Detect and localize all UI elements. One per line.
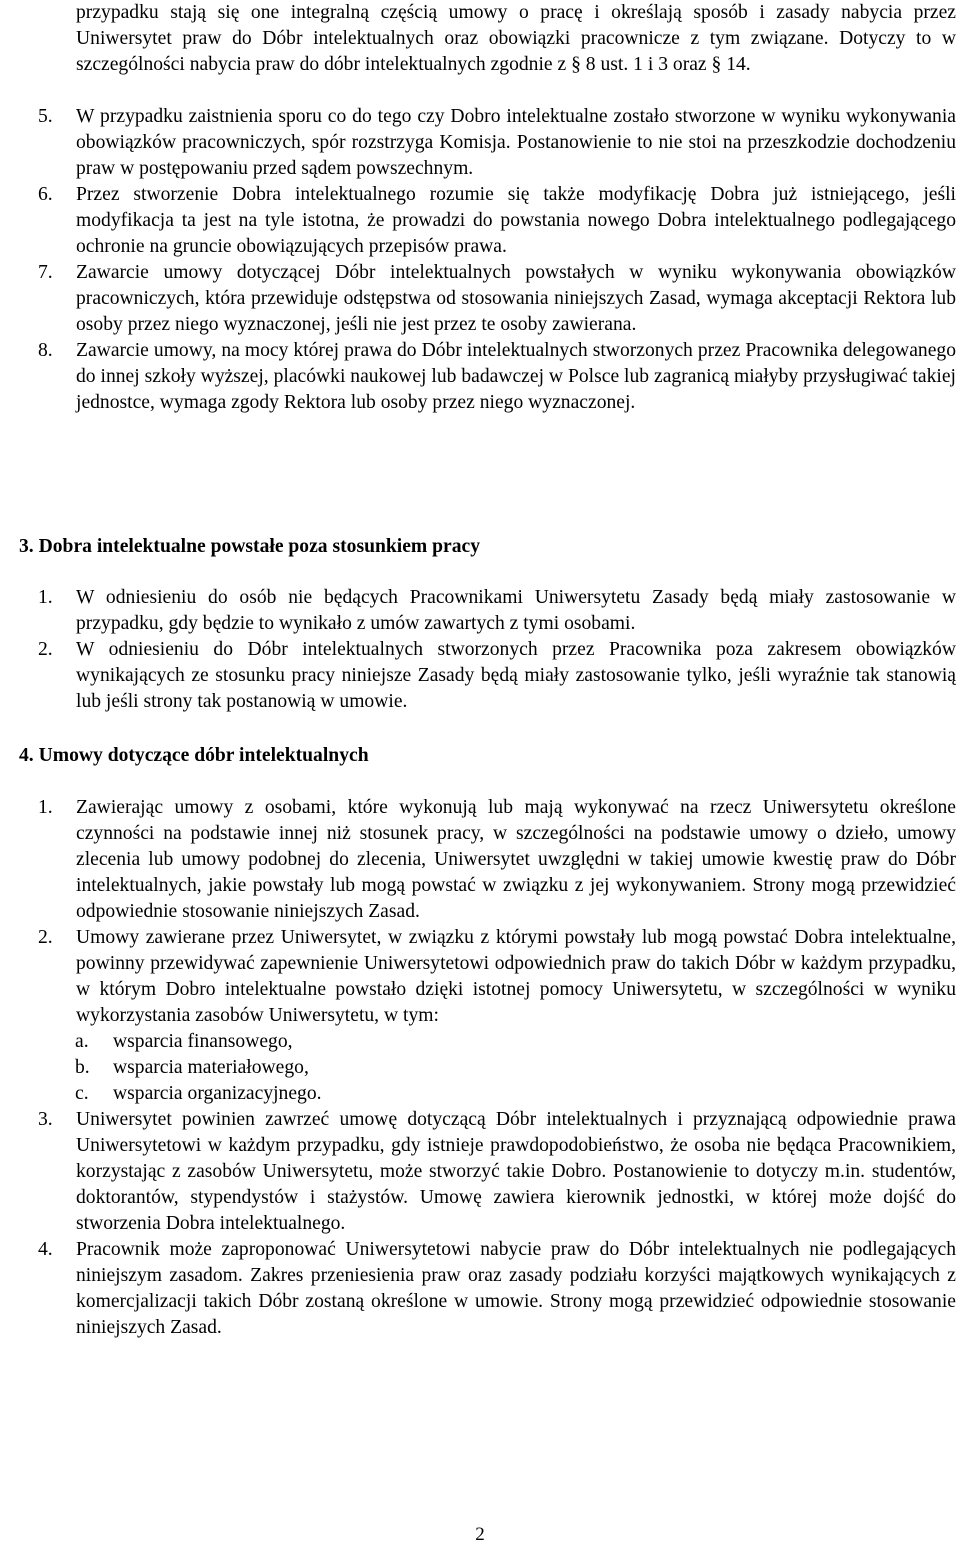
section-4-heading: 4. Umowy dotyczące dóbr intelektualnych bbox=[19, 745, 369, 766]
list-item: 3. Uniwersytet powinien zawrzeć umowę dotyczącą Dóbr intelektualnych i przyznającą odpowiednie prawa Uniwersytetowi w każdym przypadku, gdy istnieje prawdopodobieństwo, że osoba nie będąca Pracownikiem, korzystając z zasobów Uniwersytetu, może stworzyć takie Dobro. Postanowienie to dotyczy m.in. studentów, doktorantów, stypendystów i stażystów. Umowę zawiera kierownik jednostki, w której może dojść do stworzenia Dobra intelektualnego. bbox=[38, 1109, 956, 1234]
list-item: 7. Zawarcie umowy dotyczącej Dóbr intelektualnych powstałych w wyniku wykonywania obowiązków pracowniczych, która przewiduje odstępstwa od stosowania niniejszych Zasad, wymaga akceptacji Rektora lub osoby przez niego wyznaczonej, jeśli nie jest przez te osoby zawierana. bbox=[38, 262, 956, 335]
list-item: 2. Umowy zawierane przez Uniwersytet, w związku z którymi powstały lub mogą powstać Dobra intelektualne, powinny przewidywać zapewnienie Uniwersytetowi odpowiednich praw do takich Dóbr w każdym przypadku, w którym Dobro intelektualne powstało dzięki istotnej pomocy Uniwersytetu, w szczególności w wyniku wykorzystania zasobów Uniwersytetu, w tym: bbox=[38, 927, 956, 1026]
section-4-list bbox=[38, 795, 956, 1341]
list-item: 2. W odniesieniu do Dóbr intelektualnych stworzonych przez Pracownika poza zakresem obowiązków wynikających ze stosunku pracy niniejsze Zasady będą miały zastosowanie tylko, jeśli wyraźnie tak stanowią lub jeśli strony tak postanowią w umowie. bbox=[38, 639, 956, 712]
list-item: 8. Zawarcie umowy, na mocy której prawa do Dóbr intelektualnych stworzonych przez Pracownika delegowanego do innej szkoły wyższej, placówki naukowej lub badawczej w Polsce lub zagranicą miałyby przysługiwać takiej jednostce, wymaga zgody Rektora lub osoby przez niego wyznaczonej. bbox=[38, 340, 956, 413]
section-3-heading: 3. Dobra intelektualne powstałe poza stosunkiem pracy bbox=[19, 536, 481, 557]
list-item: 5. W przypadku zaistnienia sporu co do tego czy Dobro intelektualne zostało stworzone w wyniku wykonywania obowiązków pracowniczych, spór rozstrzyga Komisja. Postanowienie to nie stoi na przeszkodzie dochodzeniu praw w postępowaniu przed sądem powszechnym. bbox=[38, 106, 956, 179]
list-item: 6. Przez stworzenie Dobra intelektualnego rozumie się także modyfikację Dobra już istniejącego, jeśli modyfikacja ta jest na tyle istotna, że prowadzi do powstania nowego Dobra intelektualnego podlegającego ochronie na gruncie obowiązujących przepisów prawa. bbox=[38, 184, 956, 257]
list-item: 4. Pracownik może zaproponować Uniwersytetowi nabycie praw do Dóbr intelektualnych nie podlegających niniejszym zasadom. Zakres przeniesienia praw oraz zasady podziału korzyści majątkowych wynikających z komercjalizacji takich Dóbr zostaną określone w umowie. Strony mogą przewidzieć odpowiednie stosowanie niniejszych Zasad. bbox=[38, 1239, 956, 1338]
sub-list-item: b. wsparcia materiałowego, bbox=[75, 1057, 309, 1078]
section-3-list bbox=[38, 585, 956, 715]
sub-list-item: a. wsparcia finansowego, bbox=[75, 1031, 293, 1052]
sub-list-item: c. wsparcia organizacyjnego. bbox=[75, 1083, 322, 1104]
list-item: 1. Zawierając umowy z osobami, które wykonują lub mają wykonywać na rzecz Uniwersytetu określone czynności na podstawie innej niż stosunek pracy, w szczególności na podstawie umowy o dzieło, umowy zlecenia lub umowy podobnej do zlecenia, Uniwersytet uwzględni w takiej umowie kwestię praw do Dóbr intelektualnych, jakie powstały lub mogą powstać w związku z jej wykonywaniem. Strony mogą przewidzieć odpowiednie stosowanie niniejszych Zasad. bbox=[38, 797, 956, 922]
page-number: 2 bbox=[475, 1524, 485, 1545]
section-2-continued bbox=[38, 104, 956, 416]
intro-paragraph bbox=[76, 0, 956, 78]
list-item: 1. W odniesieniu do osób nie będących Pracownikami Uniwersytetu Zasady będą miały zastosowanie w przypadku, gdy będzie to wynikało z umów zawartych z tymi osobami. bbox=[38, 587, 956, 634]
intro-text: przypadku stają się one integralną częścią umowy o pracę i określają sposób i zasady nabycia przez Uniwersytet praw do Dóbr intelektualnych oraz obowiązki pracownicze z tym związane. Dotyczy to w szczególności nabycia praw do dóbr intelektualnych zgodnie z § 8 ust. 1 i 3 oraz § 14. bbox=[76, 2, 956, 75]
